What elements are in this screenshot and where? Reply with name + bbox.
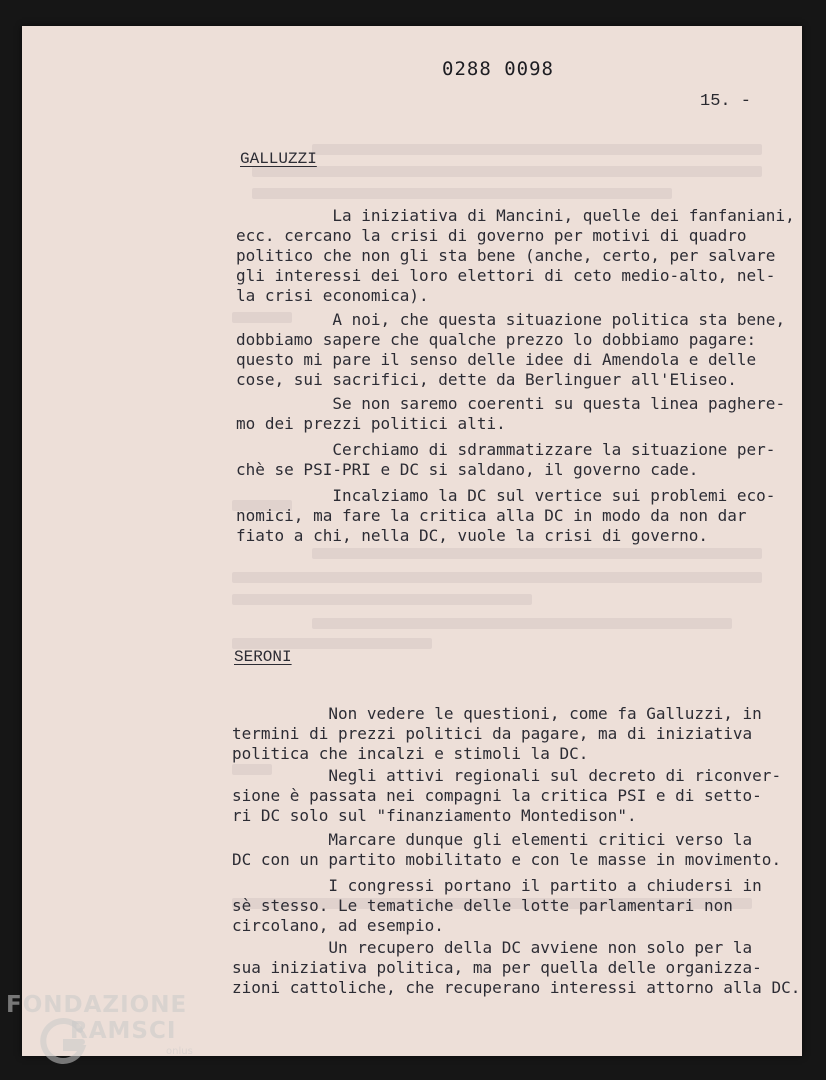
paragraph: Non vedere le questioni, come fa Galluzzi, in termini di prezzi politici da pagare, ma di iniziativa politica che incalzi e stimoli la DC. xyxy=(232,704,762,763)
paragraph: Marcare dunque gli elementi critici verso la DC con un partito mobilitato e con le masse in movimento. xyxy=(232,830,782,869)
paragraph: Un recupero della DC avviene non solo per la sua iniziativa politica, ma per quella delle organizza- zioni cattoliche, che recuperano interessi attorno alla DC. xyxy=(232,938,801,997)
speaker-heading-galluzzi: GALLUZZI xyxy=(240,150,317,168)
watermark-line2: RAMSCI xyxy=(70,1018,177,1044)
document-reference-number: 0288 0098 xyxy=(442,58,554,80)
paragraph: La iniziativa di Mancini, quelle dei fanfaniani, ecc. cercano la crisi di governo per motivi di quadro politico che non gli sta bene (anche, certo, per salvare gli interessi dei loro elettori di ceto medio-alto, nel- la crisi economica). xyxy=(236,206,795,305)
document-page xyxy=(22,26,802,1056)
paragraph: Cerchiamo di sdrammatizzare la situazione per- chè se PSI-PRI e DC si saldano, il governo cade. xyxy=(236,440,776,479)
watermark-line1: FONDAZIONE xyxy=(6,992,188,1018)
speaker-heading-seroni: SERONI xyxy=(234,648,292,666)
paragraph: A noi, che questa situazione politica sta bene, dobbiamo sapere che qualche prezzo lo dobbiamo pagare: questo mi pare il senso delle idee di Amendola e delle cose, sui sacrifici, dette da Berlinguer all'Eliseo. xyxy=(236,310,786,389)
watermark-suffix: onlus xyxy=(166,1046,193,1057)
page-number: 15. - xyxy=(700,92,752,111)
paragraph: Incalziamo la DC sul vertice sui problemi eco- nomici, ma fare la critica alla DC in modo da non dar fiato a chi, nella DC, vuole la crisi di governo. xyxy=(236,486,776,545)
paragraph: Se non saremo coerenti su questa linea paghere- mo dei prezzi politici alti. xyxy=(236,394,786,433)
paragraph: Negli attivi regionali sul decreto di riconver- sione è passata nei compagni la critica PSI e di setto- ri DC solo sul "finanziamento Montedison". xyxy=(232,766,782,825)
fondazione-gramsci-watermark xyxy=(6,992,206,1072)
paragraph: I congressi portano il partito a chiudersi in sè stesso. Le tematiche delle lotte parlamentari non circolano, ad esempio. xyxy=(232,876,762,935)
